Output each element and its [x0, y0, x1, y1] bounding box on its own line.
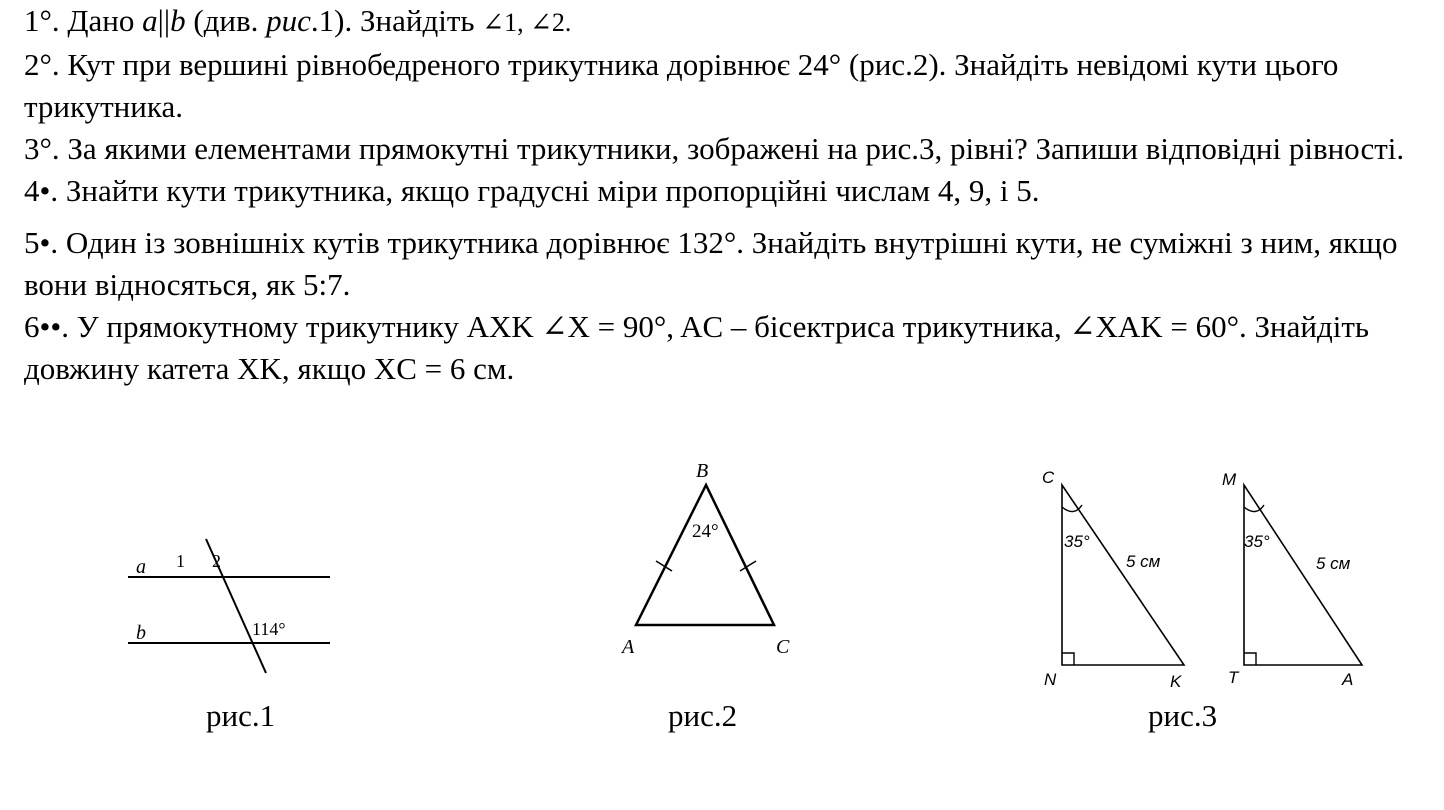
isosceles-triangle — [636, 485, 774, 625]
label-angle-1: 1 — [176, 551, 185, 571]
triangle-cnk — [1042, 468, 1184, 691]
problem-1-ref-rest: .1). Знайдіть — [310, 3, 483, 38]
triangle-cnk-shape — [1062, 485, 1184, 665]
vertex-m: M — [1222, 470, 1237, 489]
vertex-c3: C — [1042, 468, 1055, 487]
right-angle-t — [1244, 653, 1256, 665]
problem-4: 4•. Знайти кути трикутника, якщо градусні міри пропорційні числам 4, 9, і 5. — [24, 173, 1040, 208]
problem-1-mid: (див. — [185, 3, 267, 38]
caption-fig-1: рис.1 — [206, 698, 276, 733]
triangle-mta-shape — [1244, 485, 1362, 665]
problem-5: 5•. Один із зовнішніх кутів трикутника дорівнює 132°. Знайдіть внутрішні кути, не суміжні з ним, якщо вони відносяться, як 5:7. — [24, 225, 1398, 302]
problem-list — [24, 0, 1424, 390]
problem-1 — [24, 0, 1424, 44]
problem-2: 2°. Кут при вершині рівнобедреного трикутника дорівнює 24° (рис.2). Знайдіть невідомі кути цього трикутника. — [24, 47, 1339, 124]
vertex-t: T — [1228, 668, 1239, 687]
figure-3-drawing — [1030, 455, 1390, 695]
hypotenuse-right: 5 см — [1316, 554, 1351, 573]
problem-1-parallel: || — [157, 3, 171, 38]
angle-35-right: 35° — [1244, 532, 1270, 551]
label-angle-114: 114° — [252, 619, 286, 639]
hypotenuse-left: 5 см — [1126, 552, 1161, 571]
label-b: b — [136, 622, 146, 644]
figure-1-drawing — [120, 455, 350, 685]
triangle-mta — [1222, 470, 1362, 689]
caption-fig-2: рис.2 — [668, 698, 738, 733]
label-angle-2: 2 — [212, 551, 221, 571]
problem-1-var-b: b — [170, 3, 186, 38]
angle-24: 24° — [692, 521, 719, 542]
problem-1-ref-italic: рис — [266, 3, 311, 38]
problem-1-angles: ∠1, ∠2. — [482, 8, 572, 37]
problem-1-prefix: 1°. Дано — [24, 3, 143, 38]
vertex-a: A — [622, 636, 635, 658]
problem-6: 6••. У прямокутному трикутнику AXK ∠X = 90°, AC – бісектриса трикутника, ∠XAK = 60°. Знайдіть довжину катета XK, якщо XC = 6 см. — [24, 309, 1370, 386]
vertex-a3: A — [1342, 670, 1354, 689]
vertex-k: K — [1170, 672, 1182, 691]
angle-35-left: 35° — [1064, 532, 1090, 551]
vertex-b: B — [696, 460, 709, 482]
figure-2 — [610, 455, 810, 675]
label-a: a — [136, 556, 146, 578]
figure-1 — [120, 455, 350, 685]
right-angle-n — [1062, 653, 1074, 665]
caption-fig-3: рис.3 — [1148, 698, 1218, 733]
problem-1-var-a: a — [142, 3, 158, 38]
figure-2-drawing — [610, 455, 810, 675]
figure-3 — [1030, 455, 1390, 695]
vertex-n: N — [1044, 670, 1057, 689]
vertex-c: C — [776, 636, 790, 658]
problem-3: 3°. За якими елементами прямокутні трикутники, зображені на рис.3, рівні? Запиши відповідні рівності. — [24, 131, 1405, 166]
